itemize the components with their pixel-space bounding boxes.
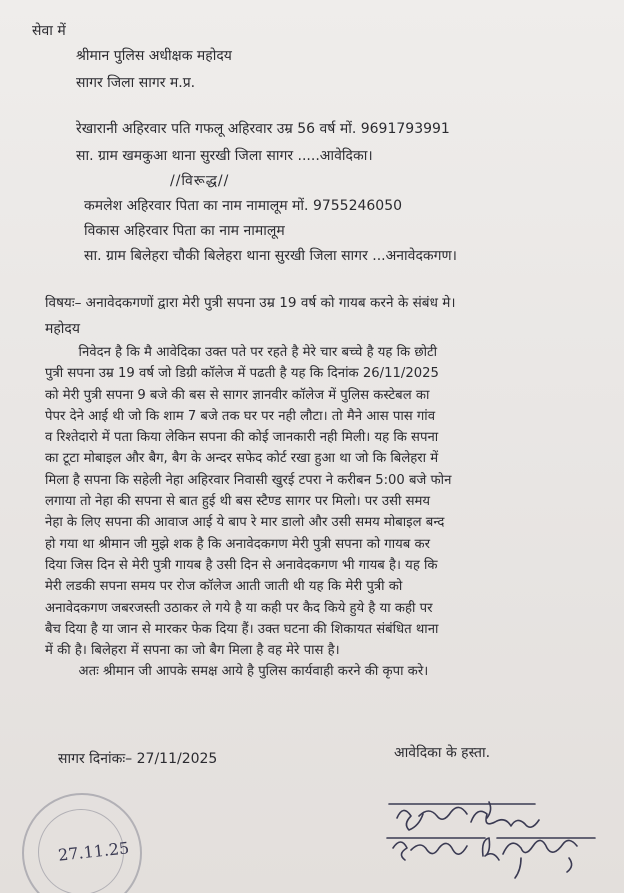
applicant-line-2: सा. ग्राम खमकुआ थाना सुरखी जिला सागर .....आवेदिका। — [76, 148, 373, 164]
body-line: में की है। बिलेहरा में सपना का जो बैग मिला है वह मेरे पास है। — [45, 643, 340, 659]
subject-line: विषयः– अनावेदकगणों द्वारा मेरी पुत्री सपना उम्र 19 वर्ष को गायब करने के संबंध मे। — [45, 295, 456, 311]
respondent-line-2: विकास अहिरवार पिता का नाम नामालूम — [84, 223, 285, 239]
respondent-line-1: कमलेश अहिरवार पिता का नाम नामालूम मों. 9755246050 — [84, 198, 403, 214]
body-line: मेरी लडकी सपना समय पर रोज कॉलेज आती जाती थी यह कि मेरी पुत्री को — [45, 579, 403, 595]
signature-label: आवेदिका के हस्ता. — [394, 745, 491, 761]
body-line: पेपर देने आई थी जो कि शाम 7 बजे तक घर पर नही लौटा। तो मैने आस पास गांव — [45, 408, 436, 424]
handwritten-signature — [385, 796, 615, 886]
body-line: अतः श्रीमान जी आपके समक्ष आये है पुलिस कार्यवाही करने की कृपा करे। — [45, 664, 429, 680]
body-line: अनावेदकगण जबरजस्ती उठाकर ले गये है या कही पर कैद किये हुये है या कही पर — [45, 600, 433, 616]
seal-date: 27.11.25 — [57, 838, 131, 865]
recipient-place: सागर जिला सागर म.प्र. — [76, 75, 196, 91]
body-line: को मेरी पुत्री सपना 9 बजे की बस से सागर ज्ञानवीर कॉलेज में पुलिस कस्टेबल का — [45, 387, 430, 403]
body-line: का टूटा मोबाइल और बैग, बैग के अन्दर सफेद कोर्ट रखा हुआ था जो कि बिलेहरा में — [45, 451, 439, 467]
body-line: दिया जिस दिन से मेरी पुत्री गायब है उसी दिन से अनावेदकगण भी गायब है। यह कि — [45, 557, 438, 573]
recipient-title: श्रीमान पुलिस अधीक्षक महोदय — [76, 48, 232, 64]
body-line: मिला है सपना कि सहेली नेहा अहिरवार निवासी खुरई टपरा ने करीबन 5:00 बजे फोन — [45, 472, 452, 488]
body-line: निवेदन है कि मै आवेदिका उक्त पते पर रहते है मेरे चार बच्चे है यह कि छोटी — [45, 345, 438, 360]
body-line: हो गया था श्रीमान जी मुझे शक है कि अनावेदकगण मेरी पुत्री सपना को गायब कर — [45, 536, 431, 552]
body-line: व रिश्तेदारो में पता किया लेकिन सपना की कोई जानकारी नही मिली। यह कि सपना — [45, 430, 439, 446]
respondent-line-3: सा. ग्राम बिलेहरा चौकी बिलेहरा थाना सुरखी जिला सागर ...अनावेदकगण। — [84, 248, 457, 264]
versus-label: //विरूद्ध// — [170, 173, 230, 189]
letter-body — [45, 342, 605, 683]
body-line: नेहा के लिए सपना की आवाज आई ये बाप रे मार डालो और उसी समय मोबाइल बन्द — [45, 515, 445, 531]
place-date: सागर दिनांकः– 27/11/2025 — [58, 751, 218, 767]
applicant-line-1: रेखारानी अहिरवार पति गफलू अहिरवार उम्र 56 वर्ष मों. 9691793991 — [76, 121, 450, 137]
body-line: पुत्री सपना उम्र 19 वर्ष जो डिग्री कॉलेज में पढती है यह कि दिनांक 26/11/2025 — [45, 366, 439, 382]
body-line: लगाया तो नेहा की सपना से बात हुई थी बस स्टैण्ड सागर पर मिलो। पर उसी समय — [45, 494, 431, 510]
body-line: बैच दिया है या जान से मारकर फेक दिया हैं। उक्त घटना की शिकायत संबंधित थाना — [45, 621, 439, 637]
salutation: महोदय — [45, 321, 80, 337]
address-to: सेवा में — [32, 23, 66, 39]
